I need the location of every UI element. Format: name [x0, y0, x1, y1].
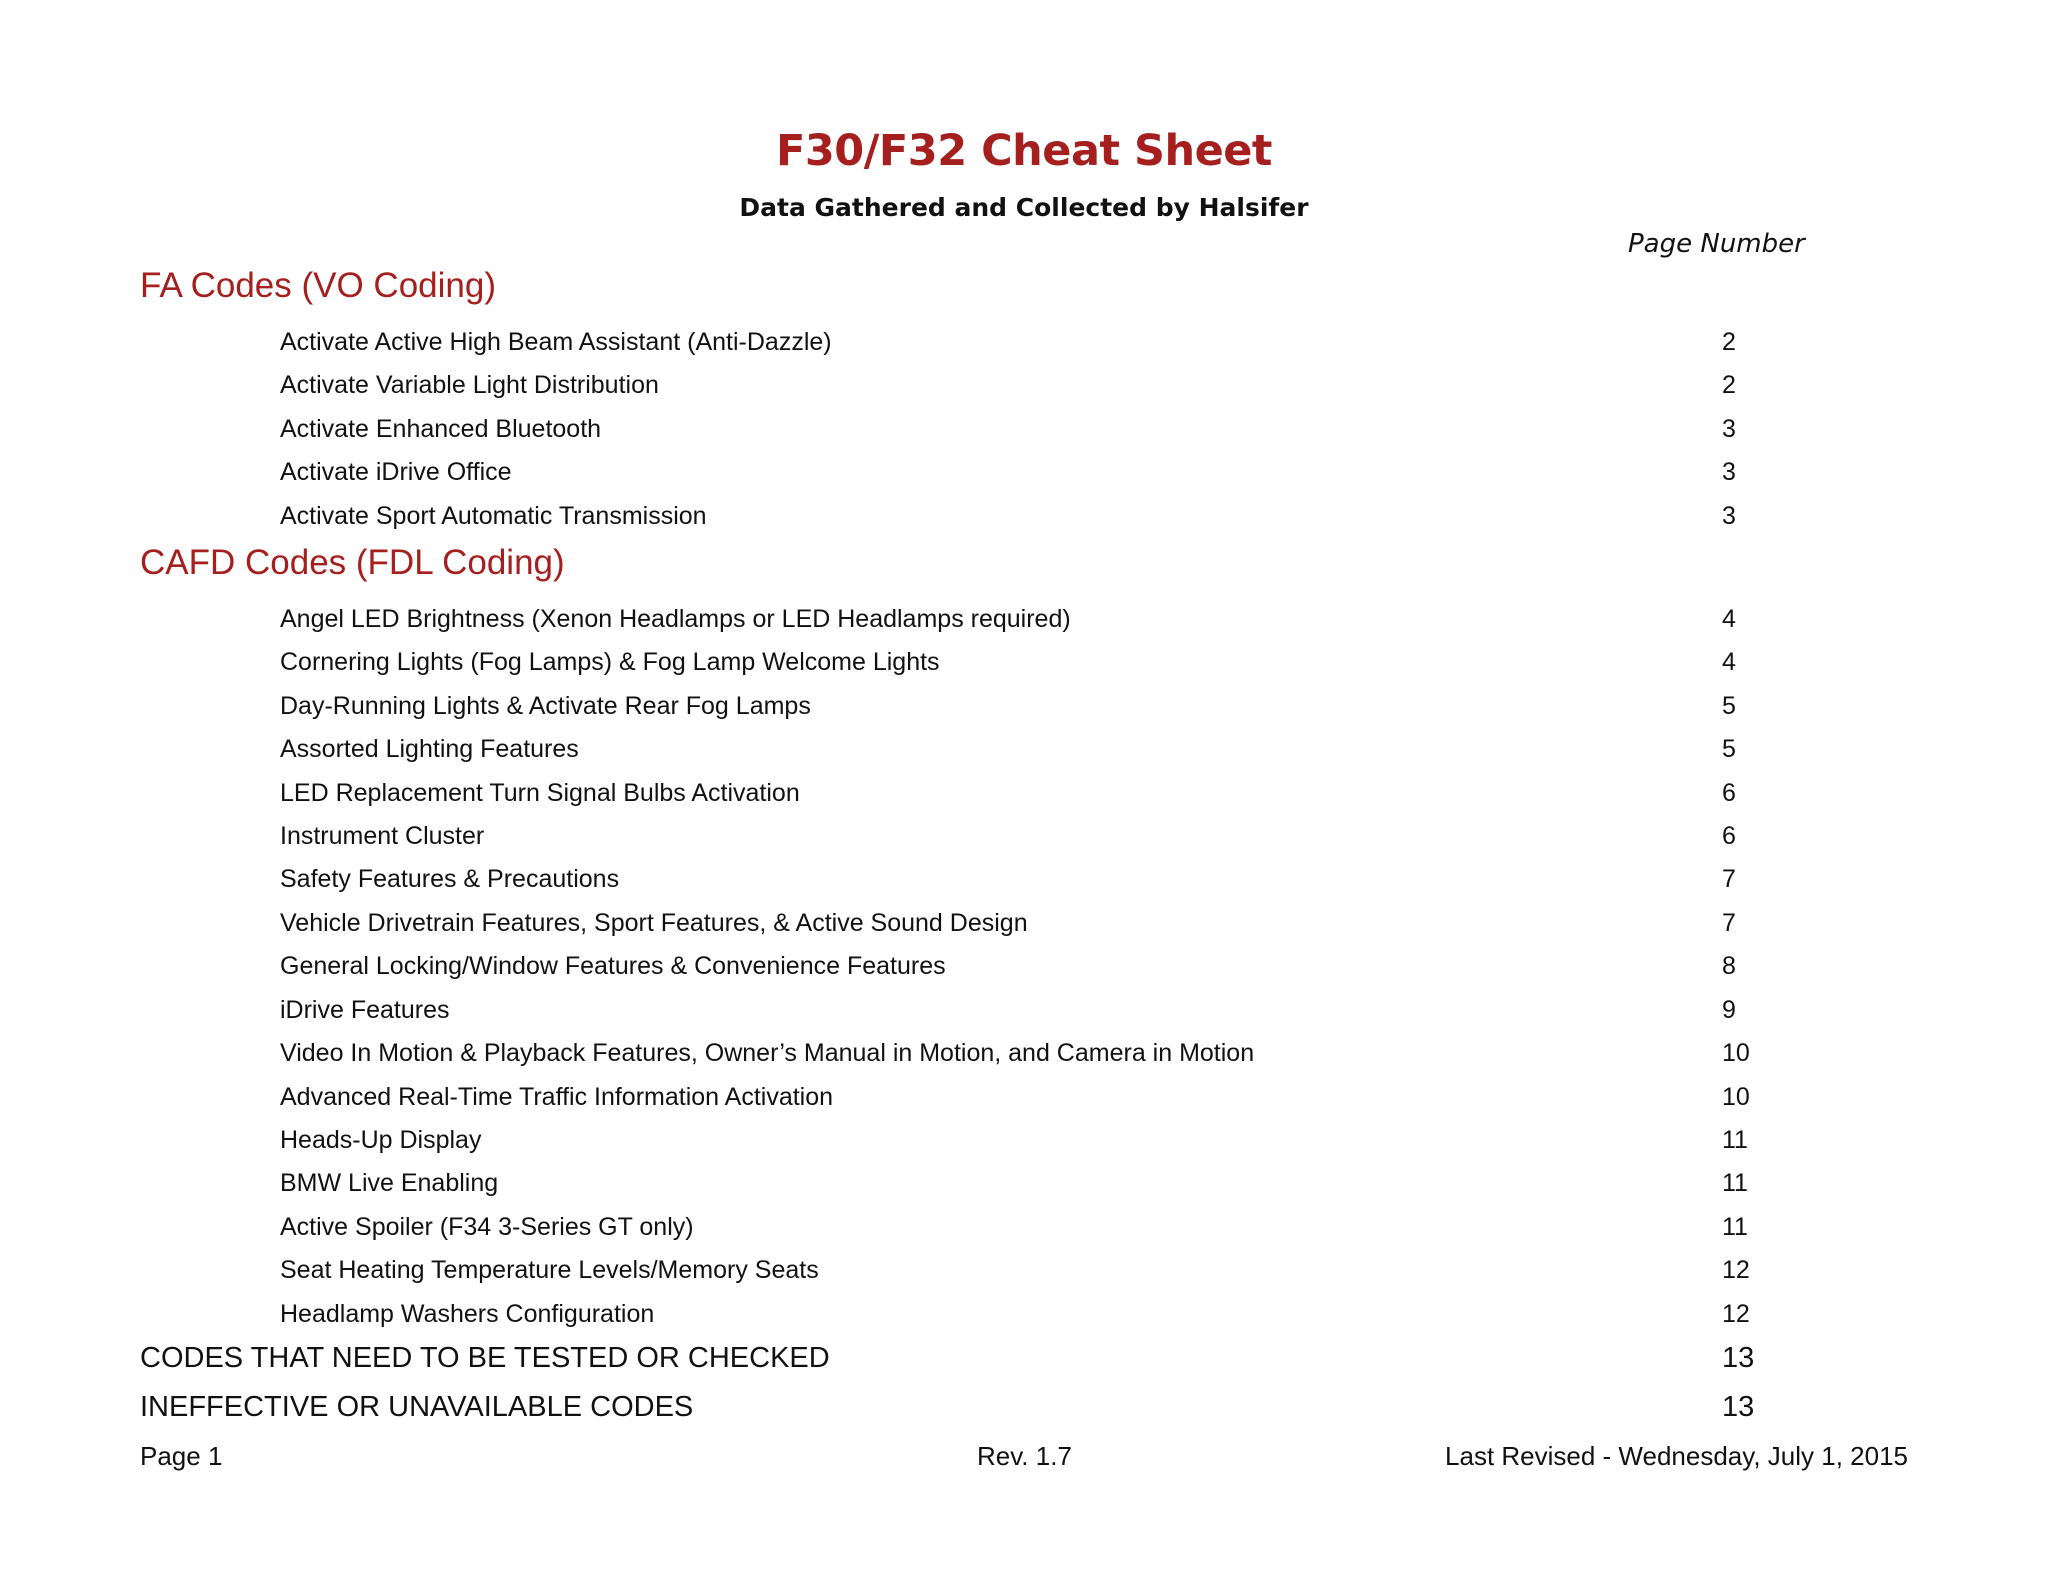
- toc-item-page: 3: [1722, 458, 1736, 486]
- toc-item-label: Active Spoiler (F34 3-Series GT only): [280, 1213, 694, 1241]
- toc-item-label: Assorted Lighting Features: [280, 735, 579, 763]
- toc-row: [0, 642, 2048, 682]
- section-heading-cafd-codes: CAFD Codes (FDL Coding): [140, 543, 565, 582]
- toc-item-page: 5: [1722, 692, 1736, 720]
- toc-item-label: Headlamp Washers Configuration: [280, 1300, 655, 1328]
- toc-item-label: BMW Live Enabling: [280, 1169, 499, 1197]
- toc-item-label: Video In Motion & Playback Features, Owner’s Manual in Motion, and Camera in Motion: [280, 1039, 1255, 1067]
- toc-item-label: Angel LED Brightness (Xenon Headlamps or LED Headlamps required): [280, 605, 1071, 633]
- toc-row: [0, 1250, 2048, 1290]
- toc-row: [0, 946, 2048, 986]
- toc-item-page: 4: [1722, 648, 1736, 676]
- toc-item-page: 2: [1722, 328, 1736, 356]
- toc-row: [0, 773, 2048, 813]
- toc-item-page: 10: [1722, 1083, 1750, 1111]
- toc-row: [0, 365, 2048, 405]
- toc-misc-label: CODES THAT NEED TO BE TESTED OR CHECKED: [140, 1342, 830, 1374]
- toc-item-label: Activate Sport Automatic Transmission: [280, 502, 707, 530]
- toc-row: [0, 1294, 2048, 1334]
- toc-row: [0, 903, 2048, 943]
- toc-item-page: 12: [1722, 1256, 1750, 1284]
- footer-last-revised: Last Revised - Wednesday, July 1, 2015: [1445, 1441, 1908, 1471]
- toc-item-page: 6: [1722, 779, 1736, 807]
- toc-item-page: 3: [1722, 415, 1736, 443]
- toc-row: [0, 452, 2048, 492]
- toc-item-label: Cornering Lights (Fog Lamps) & Fog Lamp Welcome Lights: [280, 648, 940, 676]
- toc-item-label: General Locking/Window Features & Convenience Features: [280, 952, 946, 980]
- toc-item-page: 11: [1722, 1213, 1748, 1241]
- toc-item-label: iDrive Features: [280, 996, 450, 1024]
- toc-misc-page: 13: [1722, 1342, 1755, 1374]
- toc-row-misc: [0, 1336, 2048, 1380]
- toc-item-page: 7: [1722, 865, 1736, 893]
- toc-item-label: Advanced Real-Time Traffic Information Activation: [280, 1083, 834, 1111]
- document-title: F30/F32 Cheat Sheet: [776, 126, 1272, 176]
- toc-row: [0, 1207, 2048, 1247]
- toc-item-page: 12: [1722, 1300, 1750, 1328]
- toc-misc-page: 13: [1722, 1391, 1755, 1423]
- toc-item-label: Activate Variable Light Distribution: [280, 371, 659, 399]
- toc-row: [0, 729, 2048, 769]
- toc-row: [0, 1163, 2048, 1203]
- toc-row: [0, 496, 2048, 536]
- toc-item-page: 6: [1722, 822, 1736, 850]
- toc-item-page: 11: [1722, 1169, 1748, 1197]
- toc-item-label: Instrument Cluster: [280, 822, 485, 850]
- toc-item-page: 9: [1722, 996, 1736, 1024]
- toc-item-page: 4: [1722, 605, 1736, 633]
- footer-revision: Rev. 1.7: [977, 1441, 1072, 1471]
- toc-item-page: 5: [1722, 735, 1736, 763]
- toc-row: [0, 599, 2048, 639]
- toc-item-page: 2: [1722, 371, 1736, 399]
- page-number-column-header: Page Number: [1628, 229, 1805, 259]
- toc-item-label: Seat Heating Temperature Levels/Memory Seats: [280, 1256, 819, 1284]
- toc-row: [0, 1077, 2048, 1117]
- toc-item-label: Activate Enhanced Bluetooth: [280, 415, 602, 443]
- toc-row: [0, 859, 2048, 899]
- toc-row: [0, 322, 2048, 362]
- toc-item-label: Heads-Up Display: [280, 1126, 482, 1154]
- toc-row: [0, 990, 2048, 1030]
- toc-item-page: 10: [1722, 1039, 1750, 1067]
- document-subtitle: Data Gathered and Collected by Halsifer: [739, 193, 1309, 222]
- toc-row: [0, 1033, 2048, 1073]
- toc-misc-label: INEFFECTIVE OR UNAVAILABLE CODES: [140, 1391, 694, 1423]
- toc-item-label: Activate iDrive Office: [280, 458, 512, 486]
- toc-item-label: Day-Running Lights & Activate Rear Fog Lamps: [280, 692, 811, 720]
- toc-item-page: 8: [1722, 952, 1736, 980]
- toc-item-page: 7: [1722, 909, 1736, 937]
- toc-row: [0, 409, 2048, 449]
- section-heading-fa-codes: FA Codes (VO Coding): [140, 266, 496, 305]
- toc-row: [0, 1120, 2048, 1160]
- toc-item-label: Vehicle Drivetrain Features, Sport Features, & Active Sound Design: [280, 909, 1028, 937]
- toc-row: [0, 686, 2048, 726]
- toc-item-page: 3: [1722, 502, 1736, 530]
- toc-item-page: 11: [1722, 1126, 1748, 1154]
- toc-item-label: Activate Active High Beam Assistant (Anti-Dazzle): [280, 328, 832, 356]
- footer-page-label: Page 1: [140, 1441, 223, 1471]
- toc-item-label: LED Replacement Turn Signal Bulbs Activation: [280, 779, 800, 807]
- toc-row: [0, 816, 2048, 856]
- toc-row-misc: [0, 1385, 2048, 1429]
- toc-item-label: Safety Features & Precautions: [280, 865, 620, 893]
